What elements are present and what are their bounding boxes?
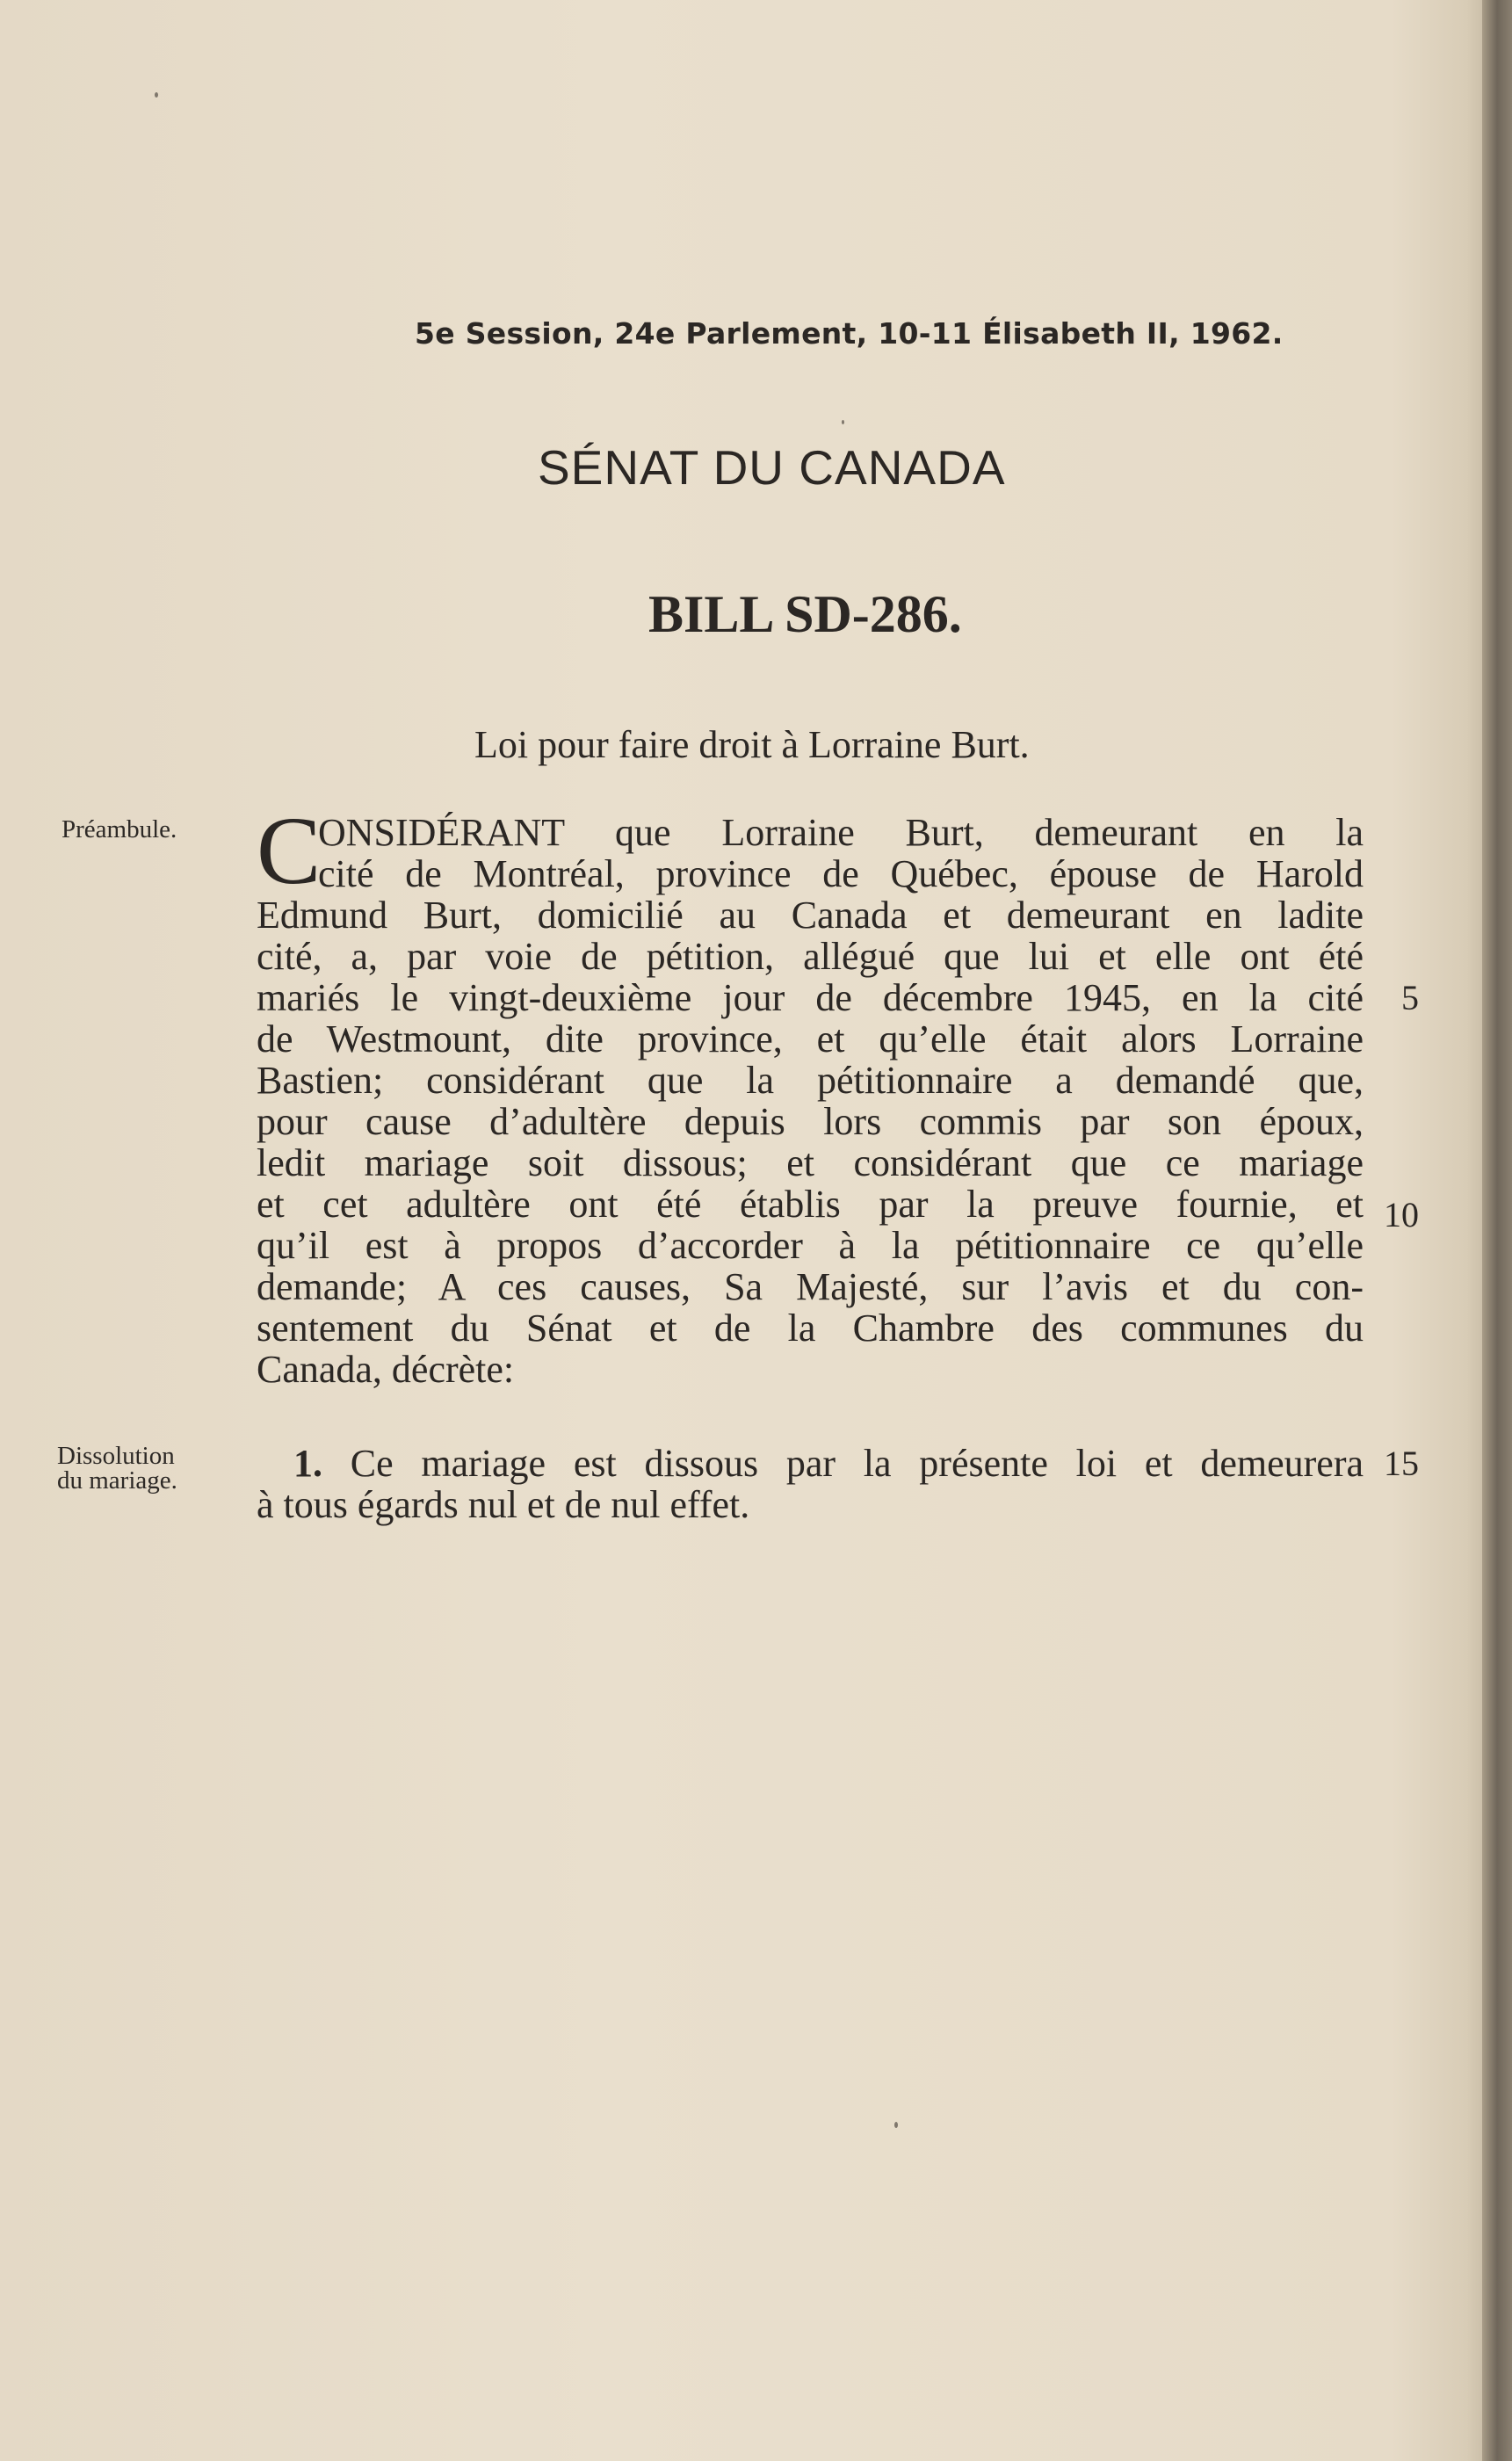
margin-note-preamble: Préambule.: [61, 815, 177, 843]
preamble-line: qu’il est à propos d’accorder à la pétitionnaire ce qu’elle: [257, 1224, 1364, 1267]
preamble-line: et cet adultère ont été établis par la preuve fournie, et: [257, 1183, 1364, 1226]
preamble-line: cité de Montréal, province de Québec, épouse de Harold: [318, 852, 1364, 895]
bill-number: BILL SD-286.: [648, 585, 962, 643]
preamble-line: sentement du Sénat et de la Chambre des communes du: [257, 1307, 1364, 1350]
margin-note-dissolution-line1: Dissolution: [57, 1442, 175, 1470]
margin-note-dissolution-line2: du mariage.: [57, 1466, 177, 1495]
article-number: 1.: [293, 1442, 322, 1485]
page-binding-edge: [1482, 0, 1512, 2461]
preamble-line: Canada, décrète:: [257, 1348, 515, 1391]
preamble-line: mariés le vingt-deuxième jour de décembre 1945, en la cité: [257, 976, 1364, 1019]
paper-speck: [155, 92, 158, 98]
session-header: 5e Session, 24e Parlement, 10-11 Élisabeth II, 1962.: [415, 316, 1284, 351]
paper-speck: [894, 2122, 898, 2128]
preamble-line: cité, a, par voie de pétition, allégué que lui et elle ont été: [257, 935, 1364, 978]
line-number-10: 10: [1384, 1195, 1419, 1234]
preamble-dropcap: C: [257, 797, 322, 904]
line-number-15: 15: [1384, 1444, 1419, 1483]
preamble-line: de Westmount, dite province, et qu’elle était alors Lorraine: [257, 1017, 1364, 1060]
preamble-line: pour cause d’adultère depuis lors commis par son époux,: [257, 1100, 1364, 1143]
bill-title: Loi pour faire droit à Lorraine Burt.: [474, 723, 1030, 766]
margin-note-dissolution: [57, 1444, 177, 1493]
preamble-line: ledit mariage soit dissous; et considérant que ce mariage: [257, 1141, 1364, 1184]
article-1-line1: [293, 1443, 1364, 1485]
chamber-title: SÉNAT DU CANADA: [538, 440, 1006, 495]
preamble-line: ONSIDÉRANT que Lorraine Burt, demeurant en la: [318, 811, 1364, 854]
paper-speck: [842, 420, 844, 424]
line-number-5: 5: [1401, 978, 1419, 1017]
preamble-line: Edmund Burt, domicilié au Canada et demeurant en ladite: [257, 894, 1364, 937]
article-1-line2: à tous égards nul et de nul effet.: [257, 1483, 750, 1526]
preamble-line: demande; A ces causes, Sa Majesté, sur l’avis et du con-: [257, 1265, 1364, 1308]
article-1-text: Ce mariage est dissous par la présente loi et demeurera: [350, 1442, 1364, 1485]
preamble-line: Bastien; considérant que la pétitionnaire a demandé que,: [257, 1059, 1364, 1102]
